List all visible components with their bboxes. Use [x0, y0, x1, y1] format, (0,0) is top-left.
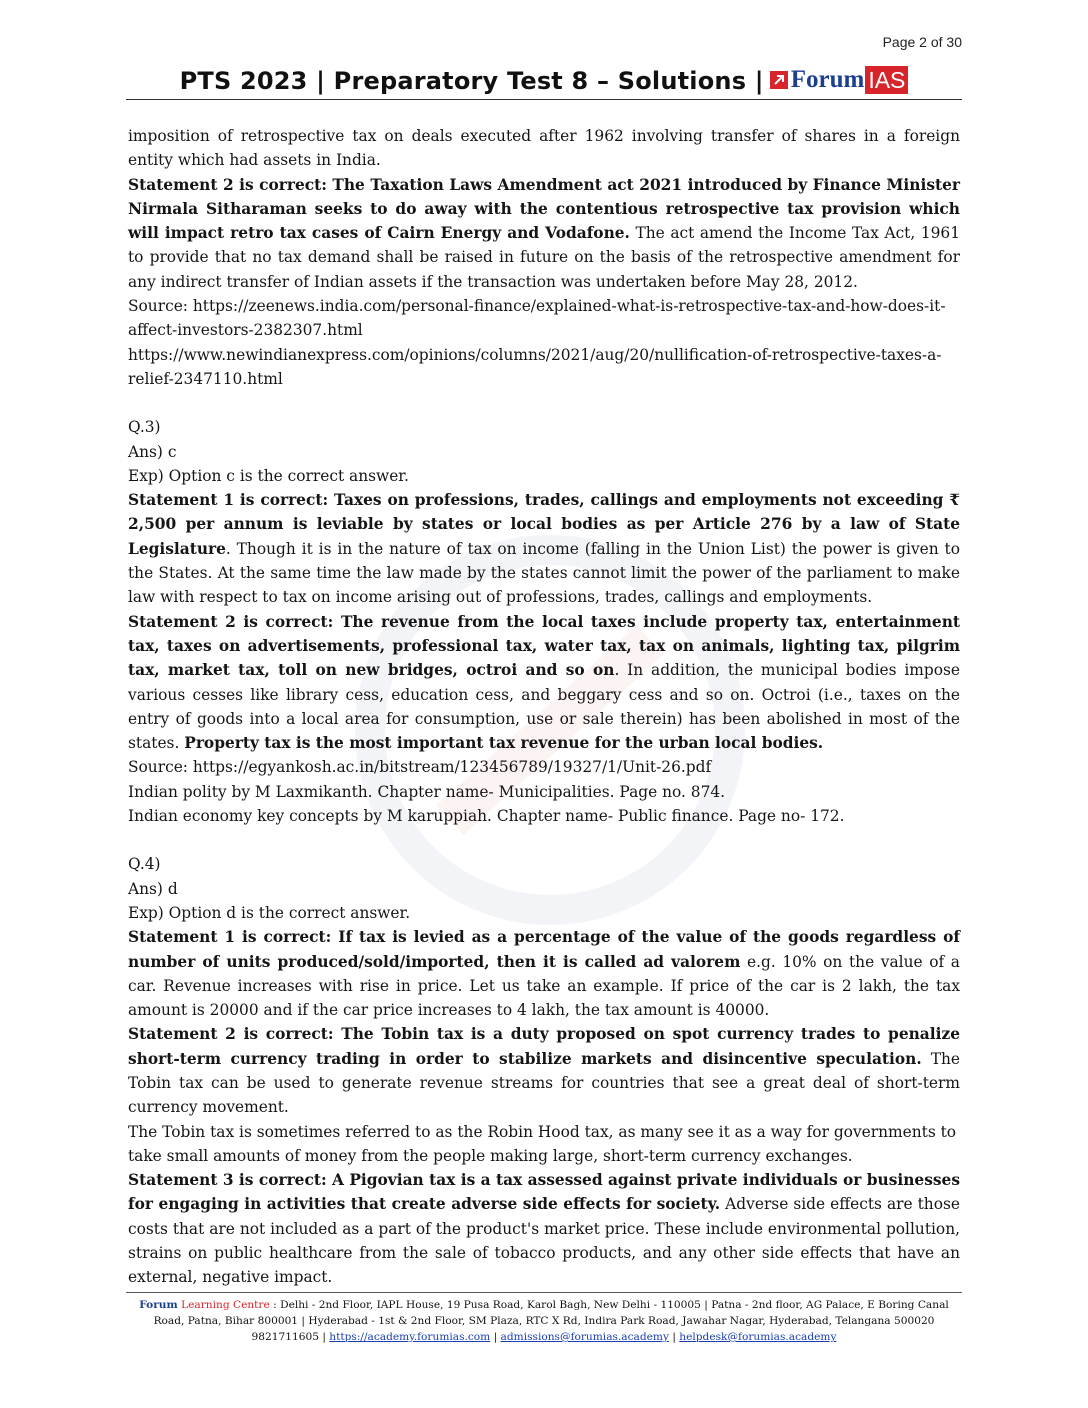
- answer: Ans) d: [128, 879, 178, 898]
- explanation: Exp) Option d is the correct answer.: [128, 903, 411, 922]
- source-link[interactable]: Source: https://egyankosh.ac.in/bitstream/123456789/19327/1/Unit-26.pdf: [128, 758, 712, 777]
- source-reference: Indian economy key concepts by M karuppiah. Chapter name- Public finance. Page no- 172.: [128, 807, 845, 826]
- question-label: Q.4): [128, 855, 161, 874]
- page-footer: [126, 1292, 962, 1345]
- statement-text: The Tobin tax can be used to generate revenue streams for countries that see a great deal of short-term currency movement.: [128, 1049, 960, 1117]
- footer-addresses: [126, 1297, 962, 1329]
- statement-bold: Statement 2 is correct: The Taxation Laws Amendment act 2021 introduced by Finance Minister Nirmala Sitharaman seeks to do away with the contentious retrospective tax provision which will impact retro tax cases of Cairn Energy and Vodafone.: [128, 175, 960, 243]
- statement-bold: Statement 2 is correct: The Tobin tax is a duty proposed on spot currency trades to penalize short-term currency trading in order to stabilize markets and disincentive speculation.: [128, 1025, 960, 1068]
- statement-bold: Statement 1 is correct: If tax is levied as a percentage of the value of the goods regardless of number of units produced/sold/imported, then it is called ad valorem: [128, 928, 960, 971]
- explanation: Exp) Option c is the correct answer.: [128, 466, 409, 485]
- page-header: [126, 56, 962, 100]
- statement-text: . In addition, the municipal bodies impose various cesses like library cess, education cess, and beggary cess and so on. Octroi (i.e., taxes on the entry of goods into a local area for consumption, use or sale therein) has been abolished in most of the states.: [128, 661, 960, 753]
- q2-statement-2: [128, 173, 960, 294]
- footer-contacts: [126, 1329, 962, 1345]
- statement-text: Adverse side effects are those costs that are not included as a part of the product's market price. These include environmental pollution, strains on public healthcare from the sale of tobacco products, and any other side effects that have an external, negative impact.: [128, 1195, 960, 1287]
- website-link[interactable]: https://academy.forumias.com: [329, 1331, 491, 1343]
- q4-statement-3: [128, 1168, 960, 1289]
- admissions-email-link[interactable]: admissions@forumias.academy: [500, 1331, 669, 1343]
- statement-bold: Statement 2 is correct: The revenue from the local taxes include property tax, entertainment tax, taxes on advertisements, professional tax, water tax, tax on animals, lighting tax, pilgrim tax, market tax, toll on new bridges, octroi and so on: [128, 612, 960, 680]
- source-link[interactable]: https://www.newindianexpress.com/opinions/columns/2021/aug/20/nullification-of-retrospective-taxes-a-relief-2347110.html: [128, 345, 942, 388]
- logo-forum-text: Forum: [790, 66, 865, 93]
- source-link[interactable]: Source: https://zeenews.india.com/personal-finance/explained-what-is-retrospective-tax-and-how-does-it-affect-investors-2382307.html: [128, 297, 946, 340]
- separator: |: [490, 1331, 501, 1343]
- logo-ias-text: IAS: [865, 66, 908, 94]
- paragraph: The Tobin tax is sometimes referred to as the Robin Hood tax, as many see it as a way for governments to take small amounts of money from the people making large, short-term currency exchanges.: [128, 1122, 957, 1165]
- question-label: Q.3): [128, 418, 161, 437]
- answer: Ans) c: [128, 442, 177, 461]
- paragraph: imposition of retrospective tax on deals executed after 1962 involving transfer of shares in a foreign entity which had assets in India.: [128, 127, 960, 170]
- statement-bold: Property tax is the most important tax revenue for the urban local bodies.: [184, 734, 824, 753]
- statement-text: The act amend the Income Tax Act, 1961 to provide that no tax demand shall be raised in future on the basis of the retrospective amendment for any indirect transfer of Indian assets if the transaction was undertaken before May 28, 2012.: [128, 224, 960, 291]
- footer-brand-forum: Forum: [139, 1299, 178, 1311]
- page-number: Page 2 of 30: [882, 34, 962, 50]
- q4-statement-2: [128, 1022, 960, 1119]
- footer-phone: 9821711605 |: [251, 1331, 330, 1343]
- statement-bold: Statement 3 is correct: A Pigovian tax is a tax assessed against private individuals or businesses for engaging in activities that create adverse side effects for society.: [128, 1171, 960, 1214]
- q3-statement-1: [128, 488, 960, 609]
- header-title: PTS 2023 | Preparatory Test 8 – Solutions |: [179, 67, 764, 95]
- solutions-content: [128, 124, 960, 1290]
- logo-arrow-icon: [770, 71, 788, 89]
- forumias-logo: [770, 65, 909, 95]
- footer-address-text: Delhi - 2nd Floor, IAPL House, 19 Pusa Road, Karol Bagh, New Delhi - 110005 | Patna - 2nd floor, AG Palace, E Boring Canal Road, Patna, Bihar 800001 | Hyderabad - 1st & 2nd Floor, SM Plaza, RTC X Rd, Indira Park Road, Jawahar Nagar, Hyderabad, Telangana 500020: [153, 1299, 949, 1327]
- q4-statement-1: [128, 925, 960, 1022]
- q3-statement-2: [128, 610, 960, 756]
- statement-text: . Though it is in the nature of tax on income (falling in the Union List) the power is given to the States. At the same time the law made by the states cannot limit the power of the parliament to make law with respect to tax on income arising out of professions, trades, callings and employments.: [128, 539, 960, 607]
- footer-colon: :: [269, 1299, 277, 1311]
- helpdesk-email-link[interactable]: helpdesk@forumias.academy: [679, 1331, 837, 1343]
- statement-text: e.g. 10% on the value of a car. Revenue increases with rise in price. Let us take an example. If price of the car is 2 lakh, the tax amount is 20000 and if the car price increases to 4 lakh, the tax amount is 40000.: [128, 952, 960, 1020]
- statement-bold: Statement 1 is correct: Taxes on professions, trades, callings and employments not exceeding ₹ 2,500 per annum is leviable by states or local bodies as per Article 276 by a law of State Legislature: [128, 491, 960, 558]
- separator: |: [668, 1331, 680, 1343]
- footer-brand-lc: Learning Centre: [177, 1299, 270, 1311]
- source-reference: Indian polity by M Laxmikanth. Chapter name- Municipalities. Page no. 874.: [128, 782, 726, 801]
